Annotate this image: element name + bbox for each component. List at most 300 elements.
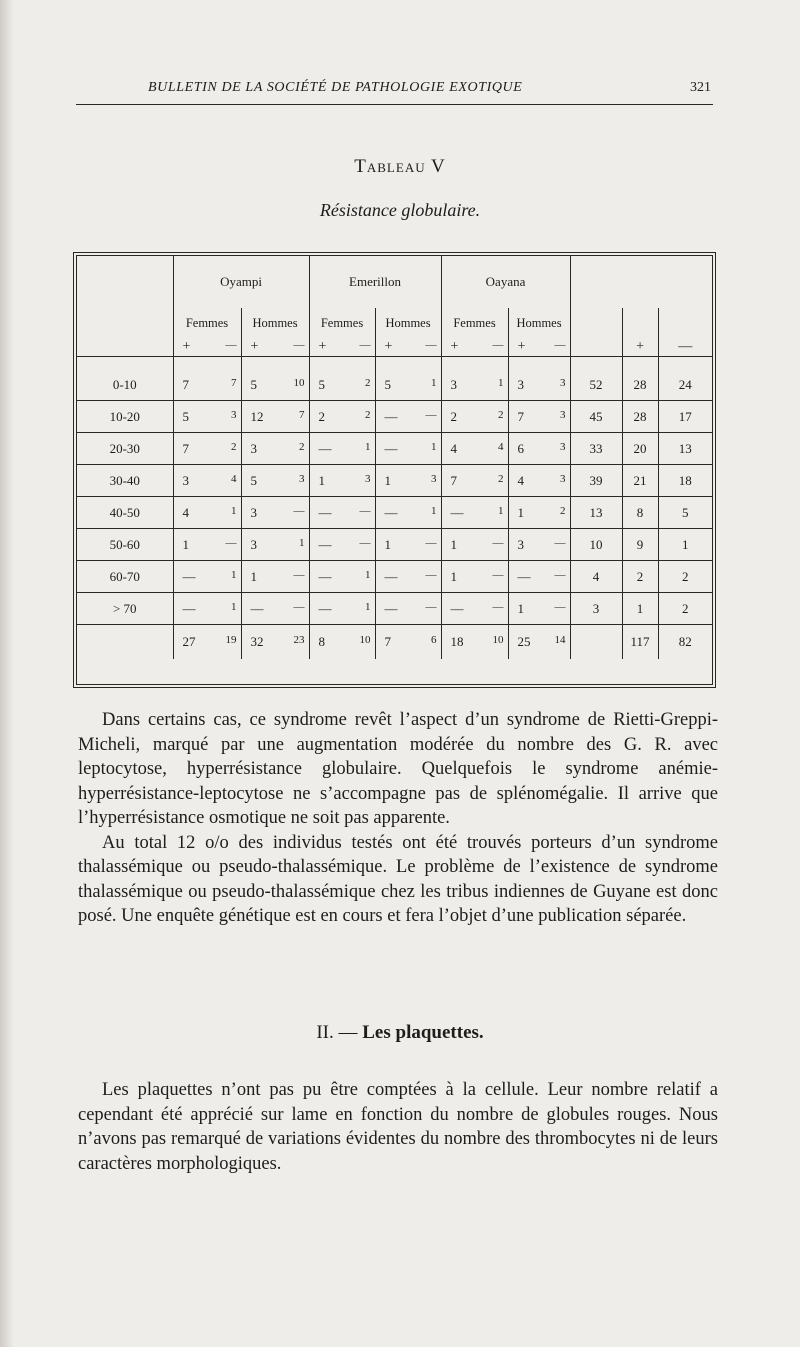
value-minus: 2 [365, 408, 371, 421]
value-minus: — [293, 504, 305, 517]
value-pair-cell [508, 497, 570, 529]
value-pair-cell [441, 465, 508, 497]
value-plus: 5 [250, 376, 257, 392]
sign-pair-cell [441, 338, 508, 357]
value-pair-cell [508, 465, 570, 497]
table-label: Tableau V [354, 156, 446, 177]
value-minus: — [554, 536, 566, 549]
sign-plus: + [250, 339, 259, 354]
value-minus: 3 [560, 440, 566, 453]
sign-minus: — [225, 339, 237, 351]
value-pair [310, 601, 375, 617]
sex-header: Hommes [241, 308, 309, 338]
value-minus: 19 [225, 634, 237, 646]
totals-space [570, 338, 622, 357]
value-minus: 2 [498, 472, 504, 485]
gap-cell [173, 357, 241, 370]
value-plus: 3 [517, 376, 525, 392]
gap-cell [622, 357, 658, 370]
sex-header: Femmes [173, 308, 241, 338]
row-total: 33 [570, 433, 622, 465]
value-plus: 7 [182, 376, 189, 392]
paragraph-total: Au total 12 o/o des individus testés ont été trouvés porteurs d’un syndrome thalassémique ou pseudo-thalassémique. Le problème de l’existence de syndrome thalassémique ou pseudo-thalassémique chez les tribus indiennes de Guyane est donc posé. Une enquête génétique est en cours et fera l’objet d’une publication séparée. [78, 832, 718, 926]
sex-header: Hommes [375, 308, 441, 338]
section-heading [0, 1022, 800, 1044]
value-pair-cell [441, 401, 508, 433]
value-minus: — [359, 504, 371, 517]
value-minus: 10 [492, 634, 504, 646]
value-minus: 1 [231, 600, 237, 613]
value-pair [242, 441, 309, 457]
value-plus: — [384, 440, 398, 456]
group-header: Emerillon [309, 256, 441, 308]
gap-cell [241, 357, 309, 370]
value-pair [174, 601, 241, 617]
value-pair-cell [173, 529, 241, 561]
row-total-plus: 9 [622, 529, 658, 561]
value-minus: 1 [498, 504, 504, 517]
value-minus: 1 [431, 376, 437, 389]
grand-total-minus: 82 [678, 634, 692, 649]
value-plus: 32 [250, 634, 264, 649]
value-minus: 3 [560, 408, 566, 421]
value-pair [174, 634, 241, 650]
value-plus: 3 [250, 536, 257, 552]
value-pair-cell [441, 497, 508, 529]
value-pair-cell [309, 625, 375, 660]
value-pair-cell [375, 465, 441, 497]
value-pair-cell [508, 625, 570, 660]
value-plus: — [384, 408, 398, 424]
gap-cell [309, 357, 375, 370]
value-pair [442, 473, 508, 489]
totals-space [570, 308, 622, 338]
value-pair-cell [375, 625, 441, 660]
value-plus: — [384, 504, 398, 520]
value-plus: — [318, 536, 332, 552]
value-plus: 3 [182, 472, 189, 488]
value-pair [174, 537, 241, 553]
totals-header-space [570, 256, 712, 308]
value-pair [376, 601, 441, 617]
value-pair-cell [173, 625, 241, 660]
gap-cell [441, 357, 508, 370]
value-plus: 4 [182, 504, 189, 520]
value-pair [509, 505, 570, 521]
table-row [77, 497, 712, 529]
value-pair-cell [173, 369, 241, 401]
value-minus: 4 [498, 440, 504, 453]
value-pair-cell [173, 593, 241, 625]
value-pair [442, 569, 508, 585]
totals-space [622, 308, 658, 338]
corner-cell [77, 308, 173, 338]
value-plus: 1 [182, 536, 189, 552]
sign-minus: — [492, 339, 504, 351]
resistance-table-grid [77, 256, 712, 659]
row-total-minus: 17 [658, 401, 712, 433]
gap-cell [77, 357, 173, 370]
row-total-plus: 28 [622, 401, 658, 433]
value-pair [242, 377, 309, 393]
value-pair [509, 473, 570, 489]
value-pair-cell [375, 529, 441, 561]
value-minus: 4 [231, 472, 237, 485]
value-pair [310, 634, 375, 650]
value-plus: 25 [517, 634, 531, 649]
total-label-cell [77, 625, 173, 660]
sign-pair [310, 339, 375, 355]
row-total-minus: 24 [658, 369, 712, 401]
table-caption: Résistance globulaire. [319, 200, 481, 220]
row-total: 3 [570, 593, 622, 625]
value-plus: 27 [182, 634, 196, 649]
value-pair [376, 377, 441, 393]
value-plus: 7 [182, 440, 189, 456]
value-plus: 1 [250, 568, 257, 584]
value-pair-cell [441, 433, 508, 465]
age-group-label: > 70 [77, 593, 173, 625]
group-header-row [77, 256, 712, 308]
row-total-minus: 13 [658, 433, 712, 465]
value-minus: — [425, 600, 437, 613]
value-plus: — [318, 504, 332, 520]
value-minus: 23 [293, 634, 305, 646]
sex-header: Femmes [441, 308, 508, 338]
value-pair-cell [241, 497, 309, 529]
value-pair [509, 569, 570, 585]
value-pair-cell [508, 401, 570, 433]
value-minus: 14 [554, 634, 566, 646]
value-minus: — [293, 600, 305, 613]
value-pair [376, 569, 441, 585]
value-minus: 1 [365, 568, 371, 581]
gap-row [77, 357, 712, 370]
value-pair [509, 409, 570, 425]
page-number: 321 [690, 80, 711, 95]
age-group-label: 60-70 [77, 561, 173, 593]
value-plus: 8 [318, 634, 326, 649]
value-minus: 1 [498, 376, 504, 389]
row-total-plus: 8 [622, 497, 658, 529]
plaquettes-text [78, 1078, 718, 1176]
value-pair [242, 569, 309, 585]
value-plus: 7 [450, 472, 458, 488]
value-plus: 3 [450, 376, 458, 392]
value-pair [442, 634, 508, 650]
value-pair-cell [173, 465, 241, 497]
value-pair-cell [375, 561, 441, 593]
sign-plus: + [384, 339, 393, 354]
value-pair-cell [309, 593, 375, 625]
value-plus: — [318, 440, 332, 456]
gap-cell [375, 357, 441, 370]
value-pair [310, 409, 375, 425]
value-plus: — [384, 568, 398, 584]
value-pair-cell [508, 369, 570, 401]
value-pair [442, 505, 508, 521]
value-plus: 3 [250, 504, 257, 520]
value-plus: 1 [450, 536, 458, 552]
value-minus: 1 [431, 440, 437, 453]
value-pair [442, 601, 508, 617]
gap-cell [508, 357, 570, 370]
value-pair-cell [241, 593, 309, 625]
value-pair-cell [241, 465, 309, 497]
value-pair [310, 377, 375, 393]
value-pair [174, 441, 241, 457]
value-pair-cell [508, 593, 570, 625]
value-minus: 10 [359, 634, 371, 646]
sign-plus: + [182, 339, 191, 354]
value-pair [310, 441, 375, 457]
corner-cell [77, 338, 173, 357]
value-plus: 1 [517, 504, 525, 520]
value-minus: — [359, 536, 371, 549]
value-minus: 3 [299, 472, 305, 485]
value-pair-cell [309, 561, 375, 593]
sign-plus: + [517, 339, 526, 354]
sign-minus: — [359, 339, 371, 351]
value-plus: 5 [318, 376, 326, 392]
value-pair [442, 441, 508, 457]
row-total-minus: 2 [658, 593, 712, 625]
value-plus: 4 [517, 472, 525, 488]
value-pair [310, 537, 375, 553]
value-minus: — [293, 568, 305, 581]
row-total: 45 [570, 401, 622, 433]
row-total-minus: 18 [658, 465, 712, 497]
value-pair [376, 537, 441, 553]
group-header: Oayana [441, 256, 570, 308]
value-pair-cell [375, 593, 441, 625]
value-pair [242, 537, 309, 553]
value-plus: 6 [517, 440, 525, 456]
corner-cell [77, 256, 173, 308]
value-plus: — [384, 600, 398, 616]
value-minus: 1 [231, 568, 237, 581]
value-pair [509, 634, 570, 650]
value-pair-cell [309, 433, 375, 465]
gap-cell [570, 357, 622, 370]
value-pair [376, 473, 441, 489]
running-title: BULLETIN DE LA SOCIÉTÉ DE PATHOLOGIE EXOTIQUE [148, 80, 523, 95]
value-pair [242, 601, 309, 617]
total-row [77, 625, 712, 660]
value-minus: 1 [365, 600, 371, 613]
value-pair-cell [508, 529, 570, 561]
value-minus: 2 [498, 408, 504, 421]
sign-minus: — [425, 339, 437, 351]
value-pair [242, 409, 309, 425]
value-plus: 12 [250, 408, 264, 424]
value-pair [174, 409, 241, 425]
grand-total [570, 625, 622, 660]
value-minus: 7 [231, 376, 237, 389]
value-pair-cell [241, 433, 309, 465]
sign-minus: — [293, 339, 305, 351]
sex-header: Femmes [309, 308, 375, 338]
row-total: 4 [570, 561, 622, 593]
value-pair [509, 537, 570, 553]
value-minus: 6 [431, 634, 437, 646]
value-pair-cell [508, 433, 570, 465]
sex-header: Hommes [508, 308, 570, 338]
value-pair-cell [441, 625, 508, 660]
sign-pair-cell [173, 338, 241, 357]
value-pair-cell [241, 401, 309, 433]
value-pair-cell [241, 369, 309, 401]
age-group-label: 40-50 [77, 497, 173, 529]
value-plus: — [182, 600, 196, 616]
sign-plus: + [450, 339, 459, 354]
table-row [77, 369, 712, 401]
paragraph-plaquettes: Les plaquettes n’ont pas pu être comptées à la cellule. Leur nombre relatif a cependant été apprécié sur lame en fonction du nombre de globules rouges. Nous n’avons pas remarqué de variations évidentes du nombre des thrombocytes ni de leurs caractères morphologiques. [78, 1080, 718, 1174]
value-pair-cell [173, 433, 241, 465]
value-pair [442, 537, 508, 553]
value-plus: 7 [384, 634, 392, 649]
value-pair [242, 634, 309, 650]
value-pair [376, 505, 441, 521]
row-total-minus: 5 [658, 497, 712, 529]
age-group-label: 50-60 [77, 529, 173, 561]
value-pair [310, 569, 375, 585]
running-header [76, 76, 713, 105]
value-minus: 7 [299, 408, 305, 421]
row-total-plus: 28 [622, 369, 658, 401]
value-pair-cell [173, 401, 241, 433]
table-row [77, 465, 712, 497]
value-plus: 1 [517, 600, 525, 616]
value-minus: 3 [231, 408, 237, 421]
sign-pair-cell [241, 338, 309, 357]
value-plus: 7 [517, 408, 525, 424]
value-minus: 3 [431, 472, 437, 485]
table-row [77, 593, 712, 625]
value-minus: — [492, 536, 504, 549]
sign-pair-cell [309, 338, 375, 357]
table-row [77, 433, 712, 465]
row-total: 52 [570, 369, 622, 401]
row-total-plus: 1 [622, 593, 658, 625]
value-minus: 1 [365, 440, 371, 453]
value-minus: 2 [231, 440, 237, 453]
value-minus: 2 [299, 440, 305, 453]
sign-plus: + [318, 339, 327, 354]
value-plus: — [450, 600, 464, 616]
table-row [77, 401, 712, 433]
value-minus: 2 [365, 376, 371, 389]
value-pair [310, 505, 375, 521]
row-total: 10 [570, 529, 622, 561]
value-minus: 2 [560, 504, 566, 517]
value-plus: 3 [517, 536, 525, 552]
value-pair-cell [173, 497, 241, 529]
total-sign-minus: — [658, 338, 712, 357]
value-minus: — [425, 408, 437, 421]
value-pair-cell [241, 529, 309, 561]
row-total: 39 [570, 465, 622, 497]
value-plus: — [318, 568, 332, 584]
value-pair [242, 473, 309, 489]
value-minus: — [425, 568, 437, 581]
value-pair [442, 409, 508, 425]
value-plus: — [450, 504, 464, 520]
value-plus: 5 [250, 472, 257, 488]
value-minus: 1 [231, 504, 237, 517]
value-minus: — [492, 600, 504, 613]
value-minus: 10 [293, 376, 305, 389]
row-total-plus: 21 [622, 465, 658, 497]
value-plus: 5 [384, 376, 392, 392]
totals-space [658, 308, 712, 338]
value-pair-cell [375, 433, 441, 465]
value-pair-cell [241, 561, 309, 593]
value-minus: 3 [560, 376, 566, 389]
value-plus: 3 [250, 440, 257, 456]
table-row [77, 529, 712, 561]
value-pair-cell [441, 561, 508, 593]
sign-pair [376, 339, 441, 355]
value-pair-cell [375, 401, 441, 433]
row-total-minus: 2 [658, 561, 712, 593]
value-minus: — [492, 568, 504, 581]
value-pair [174, 569, 241, 585]
sub-header-row [77, 308, 712, 338]
value-minus: 3 [560, 472, 566, 485]
value-pair [376, 409, 441, 425]
sign-pair [509, 339, 570, 355]
age-group-label: 10-20 [77, 401, 173, 433]
sign-pair [174, 339, 241, 355]
section-title: Les plaquettes. [362, 1022, 484, 1043]
sign-pair [242, 339, 309, 355]
value-pair-cell [441, 529, 508, 561]
row-total-plus: 2 [622, 561, 658, 593]
value-plus: 18 [450, 634, 464, 649]
value-pair-cell [309, 529, 375, 561]
value-pair-cell [375, 497, 441, 529]
sign-row [77, 338, 712, 357]
sign-pair-cell [375, 338, 441, 357]
value-pair-cell [241, 625, 309, 660]
value-minus: 3 [365, 472, 371, 485]
row-total-minus: 1 [658, 529, 712, 561]
age-group-label: 0-10 [77, 369, 173, 401]
value-minus: — [225, 536, 237, 549]
value-minus: 1 [431, 504, 437, 517]
value-plus: 2 [450, 408, 458, 424]
value-pair [174, 377, 241, 393]
value-pair-cell [309, 369, 375, 401]
value-pair [442, 377, 508, 393]
value-plus: — [318, 600, 332, 616]
value-plus: 1 [384, 536, 392, 552]
value-pair [509, 377, 570, 393]
value-pair [509, 441, 570, 457]
resistance-table [76, 255, 713, 685]
value-minus: — [554, 600, 566, 613]
value-minus: — [425, 536, 437, 549]
section-number: II. — [316, 1022, 363, 1043]
value-pair-cell [441, 369, 508, 401]
value-minus: 1 [299, 536, 305, 549]
age-group-label: 20-30 [77, 433, 173, 465]
value-pair [310, 473, 375, 489]
row-total-plus: 20 [622, 433, 658, 465]
value-pair-cell [441, 593, 508, 625]
group-header: Oyampi [173, 256, 309, 308]
